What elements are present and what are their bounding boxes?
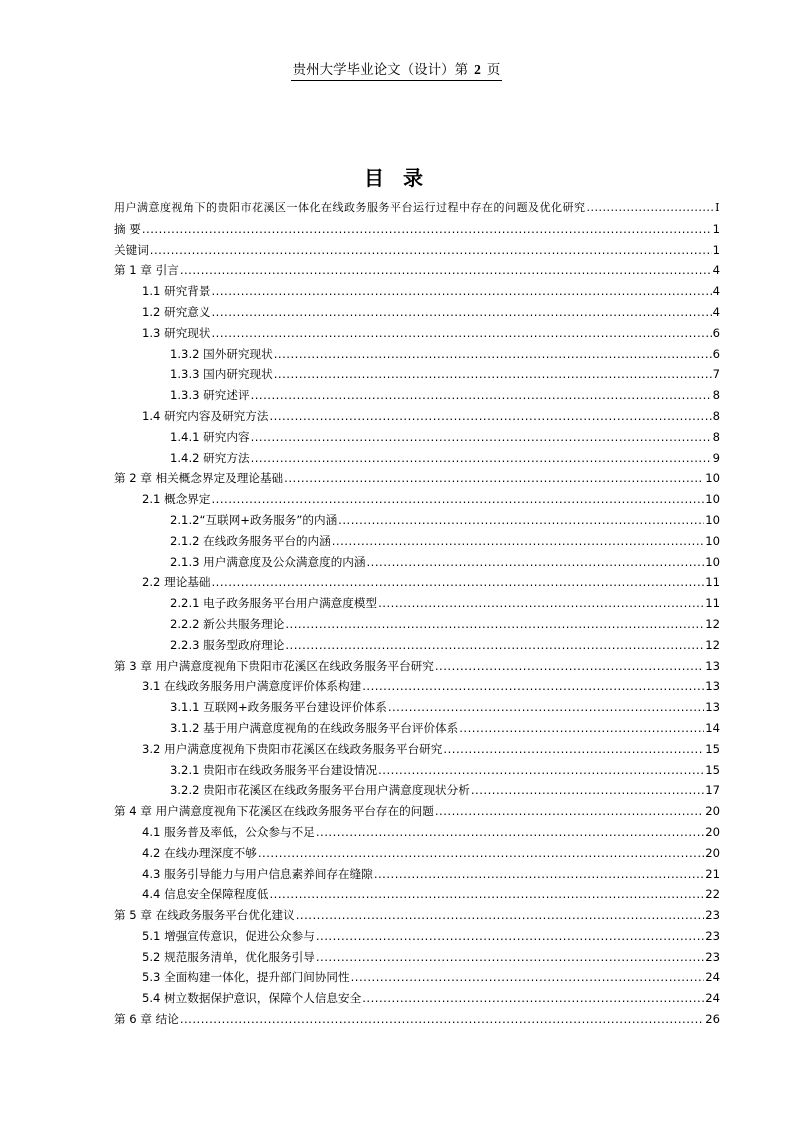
toc-dot-leader <box>443 739 704 760</box>
toc-dot-leader <box>285 635 704 656</box>
toc-dot-leader <box>180 1009 704 1030</box>
toc-entry-label: 1.4 研究内容及研究方法 <box>142 408 269 423</box>
toc-entry-page: 11 <box>705 575 720 590</box>
toc-entry-label: 4.3 服务引导能力与用户信息素养间存在缝隙 <box>142 866 373 881</box>
toc-entry[interactable] <box>114 344 720 365</box>
toc-dot-leader <box>274 364 712 385</box>
toc-entry-label: 关键词 <box>114 242 149 257</box>
toc-entry[interactable] <box>114 281 720 302</box>
toc-entry-page: 10 <box>705 471 720 486</box>
page-header <box>0 58 793 81</box>
toc-entry[interactable] <box>114 302 720 323</box>
toc-dot-leader <box>212 489 705 510</box>
toc-entry[interactable] <box>114 718 720 739</box>
toc-entry[interactable] <box>114 510 720 531</box>
header-page-number: 2 <box>474 62 481 77</box>
toc-entry-page: 6 <box>712 346 720 361</box>
toc-entry[interactable] <box>114 635 720 656</box>
toc-dot-leader <box>296 905 704 926</box>
toc-dot-leader <box>269 884 704 905</box>
toc-entry-page: 4 <box>712 263 720 278</box>
toc-entry[interactable] <box>114 427 720 448</box>
toc-dot-leader <box>285 614 704 635</box>
toc-entry[interactable] <box>114 468 720 489</box>
toc-dot-leader <box>251 448 712 469</box>
toc-entry[interactable] <box>114 240 720 261</box>
toc-entry-label: 4.1 服务普及率低，公众参与不足 <box>142 824 315 839</box>
toc-entry[interactable] <box>114 552 720 573</box>
toc-entry[interactable] <box>114 739 720 760</box>
toc-entry-label: 4.2 在线办理深度不够 <box>142 845 257 860</box>
toc-entry[interactable] <box>114 780 720 801</box>
toc-entry-page: 4 <box>712 304 720 319</box>
toc-dot-leader <box>150 240 712 261</box>
toc-entry-label: 2.1.2 在线政务服务平台的内涵 <box>170 533 331 548</box>
toc-dot-leader <box>212 302 712 323</box>
toc-dot-leader <box>258 843 704 864</box>
toc-dot-leader <box>587 198 715 219</box>
toc-entry-label: 3.2 用户满意度视角下贵阳市花溪区在线政务服务平台研究 <box>142 741 443 756</box>
toc-dot-leader <box>332 531 705 552</box>
toc-dot-leader <box>316 947 704 968</box>
toc-entry-label: 第 5 章 在线政务服务平台优化建议 <box>114 908 295 923</box>
toc-entry-label: 1.4.2 研究方法 <box>170 450 250 465</box>
toc-entry[interactable] <box>114 364 720 385</box>
toc-entry-page: 12 <box>705 616 720 631</box>
toc-entry-page: 7 <box>712 367 720 382</box>
toc-entry-page: 9 <box>712 450 720 465</box>
toc-entry-page: 24 <box>705 991 720 1006</box>
toc-dot-leader <box>471 780 704 801</box>
toc-entry[interactable] <box>114 676 720 697</box>
toc-entry-page: 13 <box>705 700 720 715</box>
toc-entry-label: 第 3 章 用户满意度视角下贵阳市花溪区在线政务服务平台研究 <box>114 658 434 673</box>
toc-entry[interactable] <box>114 593 720 614</box>
toc-entry-label: 1.3 研究现状 <box>142 325 211 340</box>
toc-entry[interactable] <box>114 760 720 781</box>
toc-entry-label: 2.1.2“互联网+政务服务”的内涵 <box>170 512 338 527</box>
toc-entry-page: 10 <box>705 554 720 569</box>
toc-entry[interactable] <box>114 448 720 469</box>
toc-entry-page: 14 <box>705 720 720 735</box>
toc-entry[interactable] <box>114 822 720 843</box>
toc-entry-page: 22 <box>705 887 720 902</box>
toc-dot-leader <box>251 385 712 406</box>
toc-dot-leader <box>212 323 712 344</box>
table-of-contents <box>114 198 720 1030</box>
toc-entry[interactable] <box>114 947 720 968</box>
toc-dot-leader <box>338 510 704 531</box>
toc-dot-leader <box>180 260 712 281</box>
toc-entry-label: 2.1 概念界定 <box>142 492 211 507</box>
header-page-suffix: 页 <box>486 62 501 78</box>
toc-dot-leader <box>435 656 704 677</box>
toc-entry[interactable] <box>114 219 720 240</box>
toc-entry-label: 2.2.2 新公共服务理论 <box>170 616 285 631</box>
toc-entry-label: 用户满意度视角下的贵阳市花溪区一体化在线政务服务平台运行过程中存在的问题及优化研究 <box>114 201 586 214</box>
toc-entry-label: 5.3 全面构建一体化，提升部门间协同性 <box>142 970 350 985</box>
toc-entry-label: 第 1 章 引言 <box>114 263 179 278</box>
toc-dot-leader <box>142 219 712 240</box>
toc-entry[interactable] <box>114 697 720 718</box>
toc-entry[interactable] <box>114 864 720 885</box>
toc-entry-label: 1.3.3 国内研究现状 <box>170 367 273 382</box>
toc-entry-page: I <box>715 201 720 214</box>
toc-entry-label: 2.2.1 电子政务服务平台用户满意度模型 <box>170 596 378 611</box>
toc-entry-label: 第 6 章 结论 <box>114 1012 179 1027</box>
toc-entry[interactable] <box>114 656 720 677</box>
toc-entry[interactable] <box>114 1009 720 1030</box>
toc-dot-leader <box>316 822 704 843</box>
toc-entry-label: 3.1.2 基于用户满意度视角的在线政务服务平台评价体系 <box>170 720 459 735</box>
toc-entry[interactable] <box>114 905 720 926</box>
toc-dot-leader <box>459 718 704 739</box>
toc-entry-page: 15 <box>705 741 720 756</box>
toc-dot-leader <box>284 468 704 489</box>
toc-entry[interactable] <box>114 385 720 406</box>
toc-entry-page: 8 <box>712 429 720 444</box>
toc-entry-page: 10 <box>705 492 720 507</box>
toc-dot-leader <box>269 406 711 427</box>
toc-entry-label: 5.1 增强宣传意识，促进公众参与 <box>142 928 315 943</box>
toc-dot-leader <box>251 427 712 448</box>
toc-entry-page: 13 <box>705 658 720 673</box>
toc-entry-page: 1 <box>712 242 720 257</box>
toc-entry-page: 20 <box>705 845 720 860</box>
toc-entry-label: 第 4 章 用户满意度视角下花溪区在线政务服务平台存在的问题 <box>114 804 434 819</box>
toc-dot-leader <box>362 676 704 697</box>
page-header-text <box>291 58 503 81</box>
toc-dot-leader <box>212 572 705 593</box>
toc-entry-page: 24 <box>705 970 720 985</box>
toc-entry-label: 2.2 理论基础 <box>142 575 211 590</box>
toc-entry[interactable] <box>114 198 720 219</box>
toc-entry-page: 13 <box>705 679 720 694</box>
toc-entry-page: 12 <box>705 637 720 652</box>
toc-entry-label: 3.2.1 贵阳市在线政务服务平台建设情况 <box>170 762 378 777</box>
toc-entry-page: 26 <box>705 1012 720 1027</box>
header-title: 贵州大学毕业论文（设计）第 <box>292 62 469 78</box>
toc-entry-page: 1 <box>712 221 720 236</box>
toc-entry-label: 3.2.2 贵阳市花溪区在线政务服务平台用户满意度现状分析 <box>170 783 470 798</box>
toc-entry[interactable] <box>114 926 720 947</box>
toc-dot-leader <box>316 926 704 947</box>
toc-entry[interactable] <box>114 614 720 635</box>
toc-entry-label: 3.1 在线政务服务用户满意度评价体系构建 <box>142 679 362 694</box>
toc-dot-leader <box>362 988 704 1009</box>
toc-entry-page: 20 <box>705 804 720 819</box>
toc-entry-label: 3.1.1 互联网+政务服务平台建设评价体系 <box>170 700 387 715</box>
toc-entry-page: 21 <box>705 866 720 881</box>
toc-entry-page: 15 <box>705 762 720 777</box>
toc-entry-label: 摘 要 <box>114 221 141 236</box>
toc-dot-leader <box>378 760 704 781</box>
toc-entry-page: 17 <box>705 783 720 798</box>
toc-dot-leader <box>212 281 712 302</box>
toc-entry-page: 23 <box>705 908 720 923</box>
toc-entry[interactable] <box>114 489 720 510</box>
toc-dot-leader <box>351 967 705 988</box>
toc-entry[interactable] <box>114 531 720 552</box>
toc-entry[interactable] <box>114 323 720 344</box>
toc-dot-leader <box>378 593 704 614</box>
toc-dot-leader <box>388 697 704 718</box>
toc-entry[interactable] <box>114 988 720 1009</box>
toc-dot-leader <box>367 552 705 573</box>
toc-entry-page: 20 <box>705 824 720 839</box>
toc-entry-label: 1.3.3 研究述评 <box>170 388 250 403</box>
toc-entry-page: 4 <box>712 284 720 299</box>
toc-entry[interactable] <box>114 884 720 905</box>
toc-entry-label: 1.3.2 国外研究现状 <box>170 346 273 361</box>
toc-entry[interactable] <box>114 801 720 822</box>
toc-entry-page: 6 <box>712 325 720 340</box>
toc-title: 目 录 <box>364 166 429 190</box>
toc-entry-page: 23 <box>705 949 720 964</box>
toc-dot-leader <box>374 864 704 885</box>
toc-dot-leader <box>274 344 712 365</box>
toc-entry-page: 8 <box>712 408 720 423</box>
toc-entry-page: 8 <box>712 388 720 403</box>
toc-entry-page: 11 <box>705 596 720 611</box>
toc-entry-label: 1.4.1 研究内容 <box>170 429 250 444</box>
toc-entry[interactable] <box>114 406 720 427</box>
toc-dot-leader <box>435 801 704 822</box>
toc-entry[interactable] <box>114 572 720 593</box>
toc-entry-label: 1.2 研究意义 <box>142 304 211 319</box>
toc-entry-page: 23 <box>705 928 720 943</box>
toc-entry-label: 1.1 研究背景 <box>142 284 211 299</box>
toc-entry[interactable] <box>114 260 720 281</box>
toc-entry-label: 2.2.3 服务型政府理论 <box>170 637 285 652</box>
toc-entry-label: 5.4 树立数据保护意识，保障个人信息安全 <box>142 991 362 1006</box>
toc-entry-page: 10 <box>705 512 720 527</box>
toc-entry-label: 5.2 规范服务清单，优化服务引导 <box>142 949 315 964</box>
toc-entry[interactable] <box>114 967 720 988</box>
toc-entry-page: 10 <box>705 533 720 548</box>
toc-entry[interactable] <box>114 843 720 864</box>
toc-entry-label: 2.1.3 用户满意度及公众满意度的内涵 <box>170 554 366 569</box>
toc-entry-label: 第 2 章 相关概念界定及理论基础 <box>114 471 284 486</box>
toc-entry-label: 4.4 信息安全保障程度低 <box>142 887 269 902</box>
